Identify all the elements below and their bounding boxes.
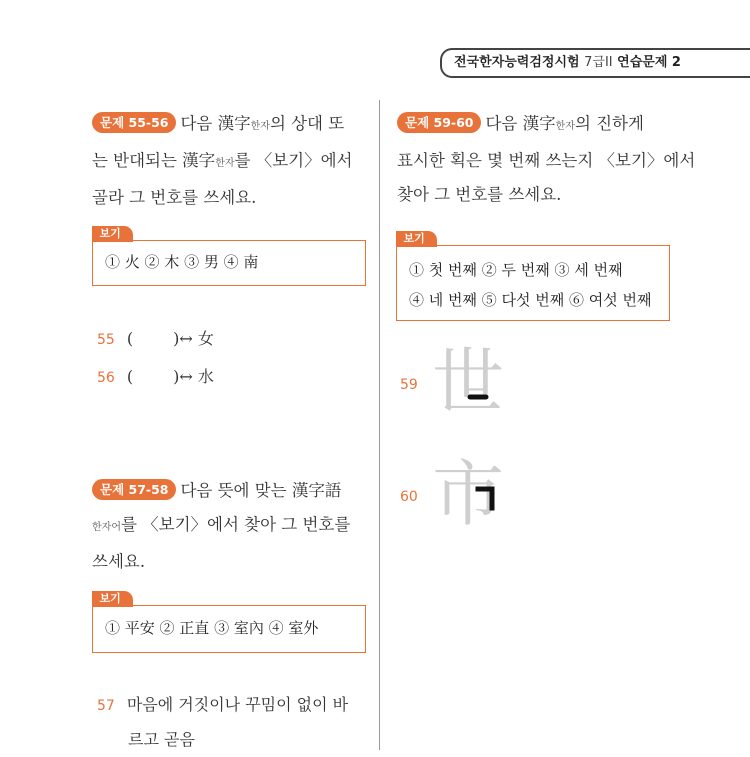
- question-57-58-prompt: 문제 57-58 다음 뜻에 맞는 漢字語 한자어를 〈보기〉에서 찾아 그 번호를 쓰세요.: [92, 481, 351, 571]
- example-box-59-60: [396, 232, 670, 321]
- example-box-text: ① 火 ② 木 ③ 男 ④ 南: [105, 253, 259, 271]
- exam-level: 7급II: [584, 55, 613, 70]
- page-header-tab: [440, 48, 750, 78]
- example-box-label: 보기: [396, 231, 437, 247]
- exam-title: 전국한자능력검정시험: [454, 55, 580, 70]
- column-divider: [379, 100, 380, 750]
- stroke-order-character-59: 世: [432, 340, 505, 424]
- highlighted-stroke-60: [432, 452, 512, 538]
- answer-item-56: 56 ( )↔ 水: [97, 367, 214, 386]
- question-badge: 문제 57-58: [92, 479, 176, 500]
- highlighted-stroke-59: [432, 340, 512, 426]
- example-box-55-56: [92, 227, 366, 286]
- question-59-60-prompt: 문제 59-60 다음 漢字한자의 진하게 표시한 획은 몇 번째 쓰는지 〈보기〉에서 찾아 그 번호를 쓰세요.: [397, 114, 696, 204]
- answer-item-60-number: 60: [400, 489, 418, 505]
- example-box-line-2: ④ 네 번째 ⑤ 다섯 번째 ⑥ 여섯 번째: [409, 291, 652, 309]
- example-box-text: ① 平安 ② 正直 ③ 室內 ④ 室外: [105, 619, 319, 637]
- answer-item-55: 55 ( )↔ 女: [97, 329, 214, 348]
- example-box-label: 보기: [92, 226, 133, 242]
- question-badge: 문제 59-60: [397, 112, 481, 133]
- question-55-56-prompt: 문제 55-56 다음 漢字한자의 상대 또 는 반대되는 漢字한자를 〈보기〉에서 골라 그 번호를 쓰세요.: [92, 114, 353, 207]
- example-box-57-58: [92, 592, 366, 653]
- example-box-label: 보기: [92, 591, 133, 607]
- stroke-order-character-60: 市: [432, 452, 505, 536]
- answer-item-57: 57 마음에 거짓이나 꾸밈이 없이 바 르고 곧음: [97, 695, 349, 749]
- example-box-line-1: ① 첫 번째 ② 두 번째 ③ 세 번째: [409, 261, 623, 279]
- question-badge: 문제 55-56: [92, 112, 176, 133]
- answer-item-59-number: 59: [400, 377, 418, 393]
- section-title: 연습문제 2: [617, 55, 681, 70]
